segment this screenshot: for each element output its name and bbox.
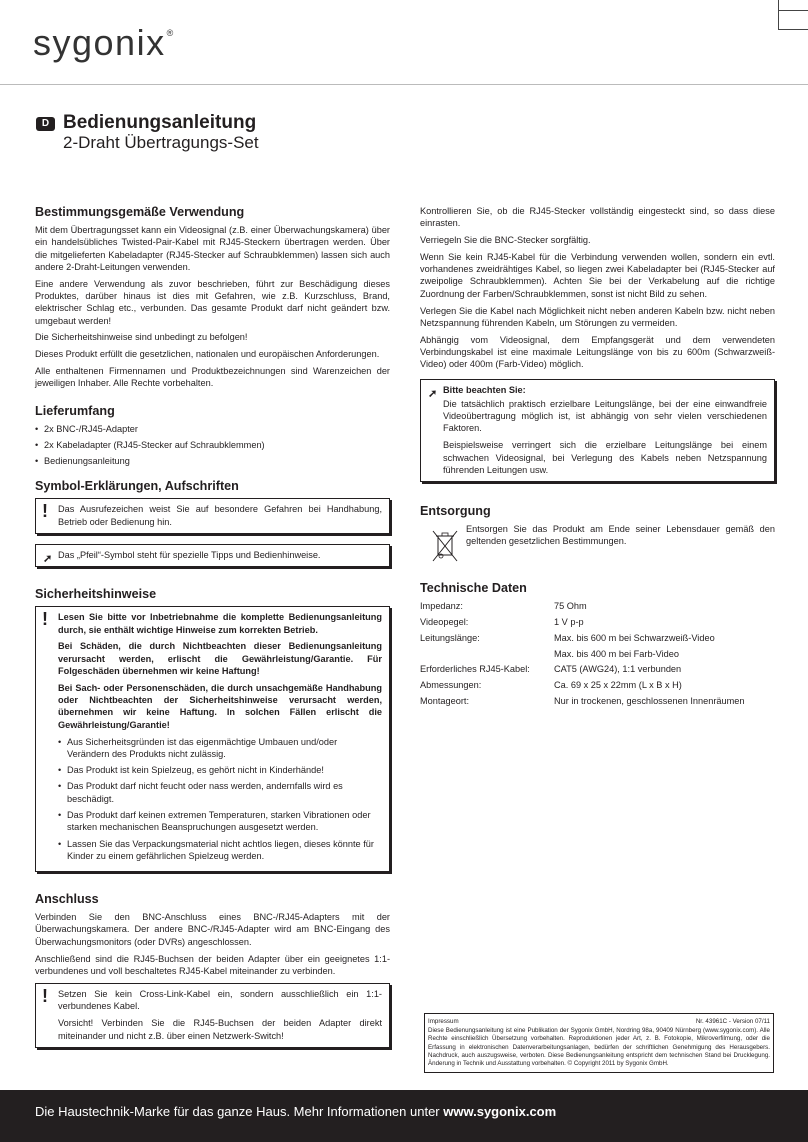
spec-value: 75 Ohm	[554, 601, 587, 612]
paragraph: Anschließend sind die RJ45-Buchsen der beiden Adapter über ein geeignetes 1:1-verbundenes und voll beschaltetes RJ45-Kabel miteinander zu verbinden.	[35, 953, 390, 976]
bold-paragraph: Lesen Sie bitte vor Inbetriebnahme die komplette Bedienungsanleitung durch, sie enthält wichtige Hinweise zum korrekten Betrieb.	[58, 612, 382, 635]
paragraph: Die tatsächlich praktisch erzielbare Leitungslänge, bei der eine einwandfreie Videoübertragung möglich ist, ist abhängig von sehr vielen verschiedenen Faktoren.	[443, 398, 767, 434]
safety-list	[58, 736, 382, 863]
section-heading: Symbol-Erklärungen, Aufschriften	[35, 479, 239, 494]
page-subtitle: 2-Draht Übertragungs-Set	[63, 133, 259, 152]
paragraph: Eine andere Verwendung als zuvor beschrieben, führt zur Beschädigung dieses Produktes, darüber hinaus ist dies mit Gefahren, wie z.B. Kurzschluss, Brand, elektrischer Schlag etc., verbunden. Das gesamte Produkt darf nicht geändert bzw. umgebaut werden!	[35, 278, 390, 326]
spec-key: Abmessungen:	[420, 680, 482, 691]
spec-value: Max. bis 600 m bei Schwarzweiß-Video	[554, 632, 715, 643]
registered-mark: ®	[166, 28, 175, 38]
spec-key: Erforderliches RJ45-Kabel:	[420, 664, 530, 675]
table-row	[420, 663, 775, 679]
brand-logo	[33, 22, 175, 64]
list-item: • 2x Kabeladapter (RJ45-Stecker auf Schraubklemmen)	[44, 439, 390, 451]
list-item: • 2x BNC-/RJ45-Adapter	[44, 423, 390, 435]
right-column	[420, 205, 775, 711]
section-heading: Anschluss	[35, 892, 99, 907]
warning-text: Das Ausrufezeichen weist Sie auf besondere Gefahren bei Handhabung, Betrieb oder Bedienung hin.	[58, 504, 382, 527]
section-technische-daten	[420, 581, 775, 711]
table-row	[420, 648, 775, 664]
safety-box	[35, 606, 390, 872]
list-item: • Das Produkt darf nicht feucht oder nass werden, andernfalls wird es beschädigt.	[67, 780, 382, 805]
footer-url[interactable]: www.sygonix.com	[443, 1104, 557, 1119]
spec-key: Leitungslänge:	[420, 632, 480, 643]
specs-table	[420, 600, 775, 711]
spec-key: Videopegel:	[420, 616, 469, 627]
spec-value: Nur in trockenen, geschlossenen Innenräumen	[554, 695, 745, 706]
table-row	[420, 679, 775, 695]
language-badge: D	[36, 117, 55, 131]
list-item: • Aus Sicherheitsgründen ist das eigenmächtige Umbauen und/oder Verändern des Produkts nicht zulässig.	[67, 736, 382, 761]
spec-value: CAT5 (AWG24), 1:1 verbunden	[554, 664, 682, 675]
section-heading: Technische Daten	[420, 581, 527, 596]
impressum-box	[424, 1013, 774, 1073]
paragraph: Vorsicht! Verbinden Sie die RJ45-Buchsen der beiden Adapter direkt miteinander und nicht z.B. über einen Netzwerk-Switch!	[58, 1018, 382, 1041]
paragraph: Verbinden Sie den BNC-Anschluss eines BNC-/RJ45-Adapters mit der Überwachungskamera. Der andere BNC-/RJ45-Adapter wird am BNC-Eingang des Überwachungsmonitors (oder DVRs) angeschlossen.	[35, 912, 390, 947]
header-divider	[0, 84, 808, 85]
section-sicherheit	[35, 587, 390, 872]
delivery-list	[35, 423, 390, 468]
crossed-bin-icon	[432, 529, 458, 563]
section-anschluss	[35, 892, 390, 1048]
table-row	[420, 600, 775, 616]
section-heading: Sicherheitshinweise	[35, 587, 157, 602]
arrow-icon: ➚	[428, 387, 438, 400]
page-title: Bedienungsanleitung	[63, 112, 257, 133]
brand-logo-text: sygonix	[33, 22, 166, 63]
tip-text: Das „Pfeil“-Symbol steht für spezielle Tipps und Bedienhinweise.	[58, 550, 321, 561]
list-item: • Das Produkt darf keinen extremen Temperaturen, starken Vibrationen oder starken mechanischen Beanspruchungen ausgesetzt werden.	[67, 809, 382, 834]
section-bestimmung	[35, 205, 390, 390]
impressum-text: Diese Bedienungsanleitung ist eine Publikation der Sygonix GmbH, Nordring 98a, 90409 Nürnberg (www.sygonix.com). Alle Rechte einschließlich Übersetzung vorbehalten. Reproduktionen jeder Art, z. B. Fotokopie, Mikroverfilmung, oder die Erfassung in elektronischen Datenverarbeitungsanlagen, bedürfen der schriftlichen Genehmigung des Herausgebers. Nachdruck, auch auszugsweise, verboten. Diese Bedienungsanleitung entspricht dem technischen Stand bei Drucklegung. Änderung in Technik und Ausstattung vorbehalten. © Copyright 2011 by Sygonix GmbH.	[428, 1027, 770, 1068]
section-lieferumfang	[35, 404, 390, 468]
arrow-icon: ➚	[43, 553, 53, 566]
section-symbol	[35, 479, 390, 567]
exclamation-icon: !	[42, 609, 48, 630]
connection-warning-box	[35, 983, 390, 1048]
list-item: • Lassen Sie das Verpackungsmaterial nicht achtlos liegen, dieses könnte für Kinder zu einem gefährlichen Spielzeug werden.	[67, 838, 382, 863]
note-box	[420, 379, 775, 483]
section-heading: Bestimmungsgemäße Verwendung	[35, 205, 245, 219]
spec-value: Ca. 69 x 25 x 22mm (L x B x H)	[554, 680, 682, 691]
section-entsorgung	[420, 504, 775, 571]
spec-value: 1 V p-p	[554, 616, 584, 627]
paragraph: Kontrollieren Sie, ob die RJ45-Stecker vollständig eingesteckt sind, so dass diese einrasten.	[420, 206, 775, 229]
tip-box	[35, 544, 390, 567]
bold-paragraph: Bei Schäden, die durch Nichtbeachten dieser Bedienungsanleitung verursacht werden, erlischt die Gewährleistung/Garantie. Für Folgeschäden übernehmen wir keine Haftung!	[58, 641, 382, 677]
paragraph: Abhängig vom Videosignal, dem Empfangsgerät und dem verwendeten Verbindungskabel ist eine maximale Leitungslänge von bis zu 600m (Schwarzweiß-Video) oder 400m (Farb-Video) möglich.	[420, 334, 775, 370]
paragraph: Verriegeln Sie die BNC-Stecker sorgfältig.	[420, 235, 591, 246]
table-row	[420, 616, 775, 632]
disposal-text: Entsorgen Sie das Produkt am Ende seiner Lebensdauer gemäß den geltenden gesetzlichen Bestimmungen.	[466, 524, 775, 547]
footer-bar	[0, 1090, 808, 1142]
section-heading: Entsorgung	[420, 504, 491, 519]
paragraph: Mit dem Übertragungsset kann ein Videosignal (z.B. einer Überwachungskamera) über ein handelsübliches Twisted-Pair-Kabel mit RJ45-Steckern übertragen werden. Über die mitgelieferten Kabeladapter (RJ45-Stecker auf Schraubklemmen) lassen sich auch andere 2-Draht-Leitungen verwenden.	[35, 225, 390, 272]
spec-value: Max. bis 400 m bei Farb-Video	[554, 648, 679, 659]
impressum-version: Nr. 43961C - Version 07/11	[695, 1018, 770, 1025]
note-title: Bitte beachten Sie:	[443, 384, 526, 395]
impressum-header	[428, 1018, 770, 1026]
warning-box	[35, 498, 390, 534]
left-column	[35, 205, 390, 1056]
paragraph: Dieses Produkt erfüllt die gesetzlichen, nationalen und europäischen Anforderungen.	[35, 349, 380, 360]
footer-slogan: Die Haustechnik-Marke für das ganze Haus. Mehr Informationen unter	[35, 1104, 444, 1119]
paragraph: Setzen Sie kein Cross-Link-Kabel ein, sondern ausschließlich ein 1:1-verbundenes Kabel.	[58, 989, 382, 1012]
list-item: • Bedienungsanleitung	[44, 455, 390, 467]
footer-text	[35, 1104, 556, 1119]
impressum-label: Impressum	[428, 1018, 459, 1025]
crop-mark	[778, 0, 808, 30]
exclamation-icon: !	[42, 986, 48, 1007]
paragraph: Wenn Sie kein RJ45-Kabel für die Verbindung verwenden wollen, sondern ein evtl. vorhandenes zweidrähtiges Kabel, so liegen zwei Kabeladapter bei (RJ45-Stecker auf zweipolige Schraubklemmen). Achten Sie bei der Verkabelung auf die richtige Zuordnung der Farben/Schraubklemmen, sonst ist nicht Bild zu sehen.	[420, 251, 775, 299]
paragraph: Alle enthaltenen Firmennamen und Produktbezeichnungen sind Warenzeichen der jeweiligen Inhaber. Alle Rechte vorbehalten.	[35, 365, 390, 389]
paragraph: Die Sicherheitshinweise sind unbedingt zu befolgen!	[35, 332, 248, 343]
list-item: • Das Produkt ist kein Spielzeug, es gehört nicht in Kinderhände!	[67, 764, 382, 776]
exclamation-icon: !	[42, 501, 48, 522]
section-heading: Lieferumfang	[35, 403, 115, 418]
bold-paragraph: Bei Sach- oder Personenschäden, die durch unsachgemäße Handhabung oder Nichtbeachten der Sicherheitshinweise verursacht werden, übernehmen wir keine Haftung. In solchen Fällen erlischt die Gewährleistung/Garantie!	[58, 682, 382, 730]
disposal-row	[420, 523, 775, 571]
paragraph: Verlegen Sie die Kabel nach Möglichkeit nicht neben anderen Kabeln bzw. nicht neben Netzspannung führenden Kabeln, um Störungen zu vermeiden.	[420, 305, 775, 328]
table-row	[420, 632, 775, 648]
spec-key: Impedanz:	[420, 601, 463, 612]
spec-key	[420, 648, 554, 664]
spec-key: Montageort:	[420, 695, 470, 706]
table-row	[420, 695, 775, 711]
paragraph: Beispielsweise verringert sich die erzielbare Leitungslänge bei einem schwachen Videosignal, bei Verlegung des Kabels neben Netzspannung führenden Leitungen usw.	[443, 440, 767, 475]
